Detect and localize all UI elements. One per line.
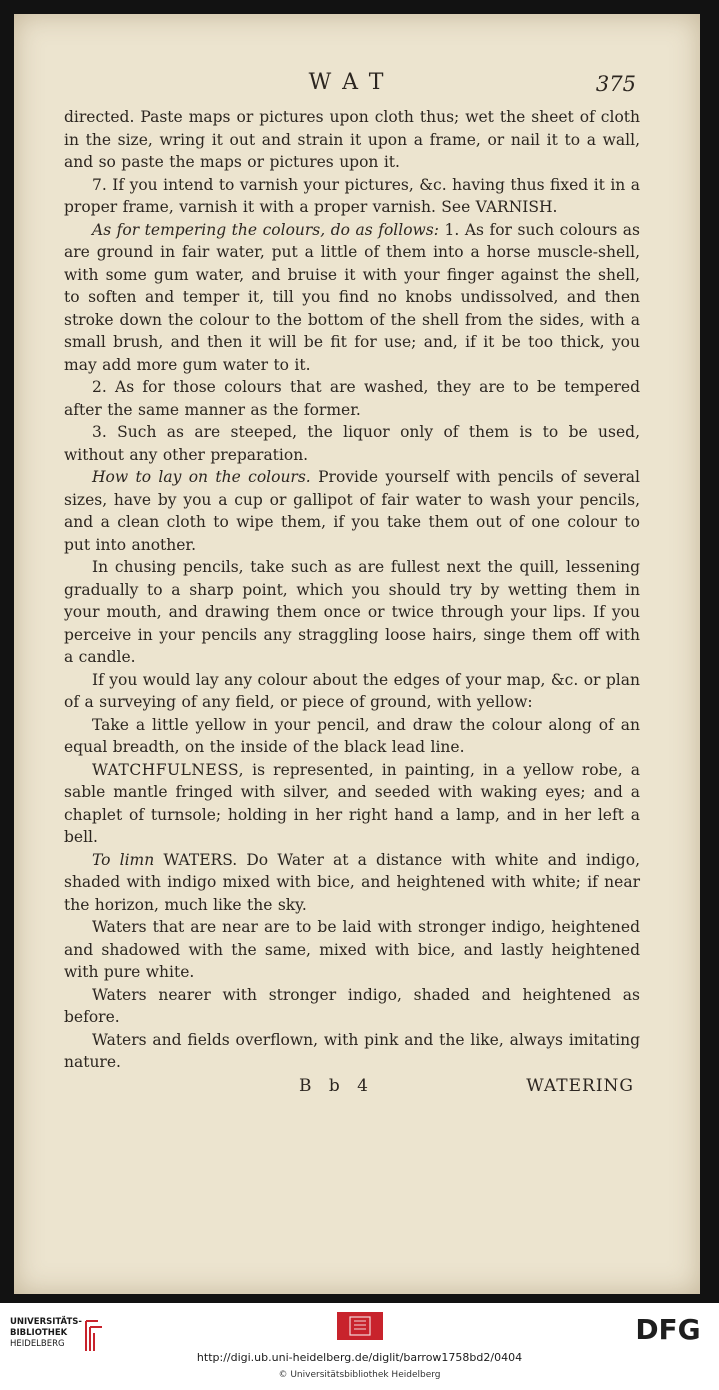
paragraph bbox=[64, 916, 640, 984]
paragraph bbox=[64, 669, 640, 714]
running-title: WAT bbox=[308, 70, 396, 95]
text-run: directed. Paste maps or pictures upon cloth thus; wet the sheet of cloth in the size, wring it out and strain it upon a frame, or nail it to a wall, and so paste the maps or pictures upon it. bbox=[64, 108, 640, 171]
paragraph bbox=[64, 174, 640, 219]
copyright-notice: © Universitätsbibliothek Heidelberg bbox=[278, 1370, 441, 1380]
text-run: In chusing pencils, take such as are fullest next the quill, lessening gradually to a sharp point, which you should try by wetting them in your mouth, and drawing them once or twice through your lips. If you perceive in your pencils any straggling loose hairs, singe them off with a candle. bbox=[64, 558, 640, 666]
text-run: Take a little yellow in your pencil, and draw the colour along of an equal breadth, on the inside of the black lead line. bbox=[64, 715, 640, 756]
text-run: Waters nearer with stronger indigo, shaded and heightened as before. bbox=[64, 985, 640, 1026]
dfg-logo bbox=[629, 1313, 707, 1343]
source-url[interactable]: http://digi.ub.uni-heidelberg.de/diglit/barrow1758bd2/0404 bbox=[196, 1351, 523, 1364]
text-run: Provide yourself with pencils of several sizes, have by you a cup or gallipot of fair water to wash your pencils, and a clean cloth to wipe them, if you take them out of one colour to put into another. bbox=[64, 468, 640, 554]
text-run: 7. If you intend to varnish your pictures, &c. having thus fixed it in a proper frame, varnish it with a proper varnish. See VARNISH. bbox=[64, 175, 640, 216]
footer-bar bbox=[0, 1303, 719, 1390]
paragraph bbox=[64, 1029, 640, 1074]
paragraph bbox=[64, 106, 640, 174]
paragraph bbox=[64, 556, 640, 669]
paragraph bbox=[64, 421, 640, 466]
library-center-emblem-icon bbox=[337, 1312, 383, 1340]
text-run: WATERS. Do Water at a distance with white and indigo, shaded with indigo mixed with bice, and heightened with white; if near the horizon, much like the sky. bbox=[64, 850, 640, 914]
text-run: If you would lay any colour about the edges of your map, &c. or plan of a surveying of any field, or piece of ground, with yellow: bbox=[64, 670, 640, 711]
book-page bbox=[14, 14, 700, 1294]
entry-headword: WATCHFULNESS, bbox=[92, 760, 245, 779]
paragraph bbox=[64, 466, 640, 556]
emblem-icon bbox=[337, 1312, 383, 1340]
italic-heading: As for tempering the colours, do as follows: bbox=[92, 220, 439, 239]
body-text bbox=[64, 106, 640, 1074]
catch-line bbox=[64, 1076, 640, 1102]
page-content bbox=[64, 70, 640, 1102]
paragraph bbox=[64, 849, 640, 917]
library-name bbox=[10, 1317, 82, 1350]
text-run: Waters and fields overflown, with pink and the like, always imitating nature. bbox=[64, 1030, 640, 1071]
paragraph bbox=[64, 376, 640, 421]
dfg-text: DFG bbox=[635, 1313, 701, 1343]
paragraph bbox=[64, 759, 640, 849]
text-run: Waters that are near are to be laid with stronger indigo, heightened and shadowed with the same, mixed with bice, and lastly heightened with pure white. bbox=[64, 918, 640, 981]
catchword: WATERING bbox=[526, 1075, 634, 1096]
page-number: 375 bbox=[595, 72, 636, 96]
library-line: HEIDELBERG bbox=[10, 1339, 65, 1349]
library-mark-icon bbox=[84, 1317, 104, 1353]
italic-heading: How to lay on the colours. bbox=[92, 468, 311, 486]
text-run: 1. As for such colours as are ground in fair water, put a little of them into a horse muscle-shell, with some gum water, and bruise it with your finger against the shell, to soften and temper it, till you find no knobs undissolved, and then stroke down the colour to the bottom of the shell from the sides, with a small brush, and then it will be fit for use; and, if it be too thick, you may add more gum water to it. bbox=[64, 220, 641, 374]
italic-heading: To limn bbox=[92, 850, 155, 869]
library-line: UNIVERSITÄTS- bbox=[10, 1317, 82, 1327]
paragraph bbox=[64, 714, 640, 759]
library-line: BIBLIOTHEK bbox=[10, 1328, 68, 1338]
running-head bbox=[64, 70, 640, 106]
text-run: 3. Such as are steeped, the liquor only of them is to be used, without any other preparation. bbox=[64, 423, 640, 464]
text-run: 2. As for those colours that are washed, they are to be tempered after the same manner as the former. bbox=[64, 378, 640, 419]
paragraph bbox=[64, 984, 640, 1029]
text-run: is represented, in painting, in a yellow robe, a sable mantle fringed with silver, and seeded with waking eyes; and a chaplet of turnsole; holding in her right hand a lamp, and in her left a bell. bbox=[64, 760, 640, 846]
paragraph bbox=[64, 219, 640, 377]
signature-mark: B b 4 bbox=[299, 1075, 374, 1096]
